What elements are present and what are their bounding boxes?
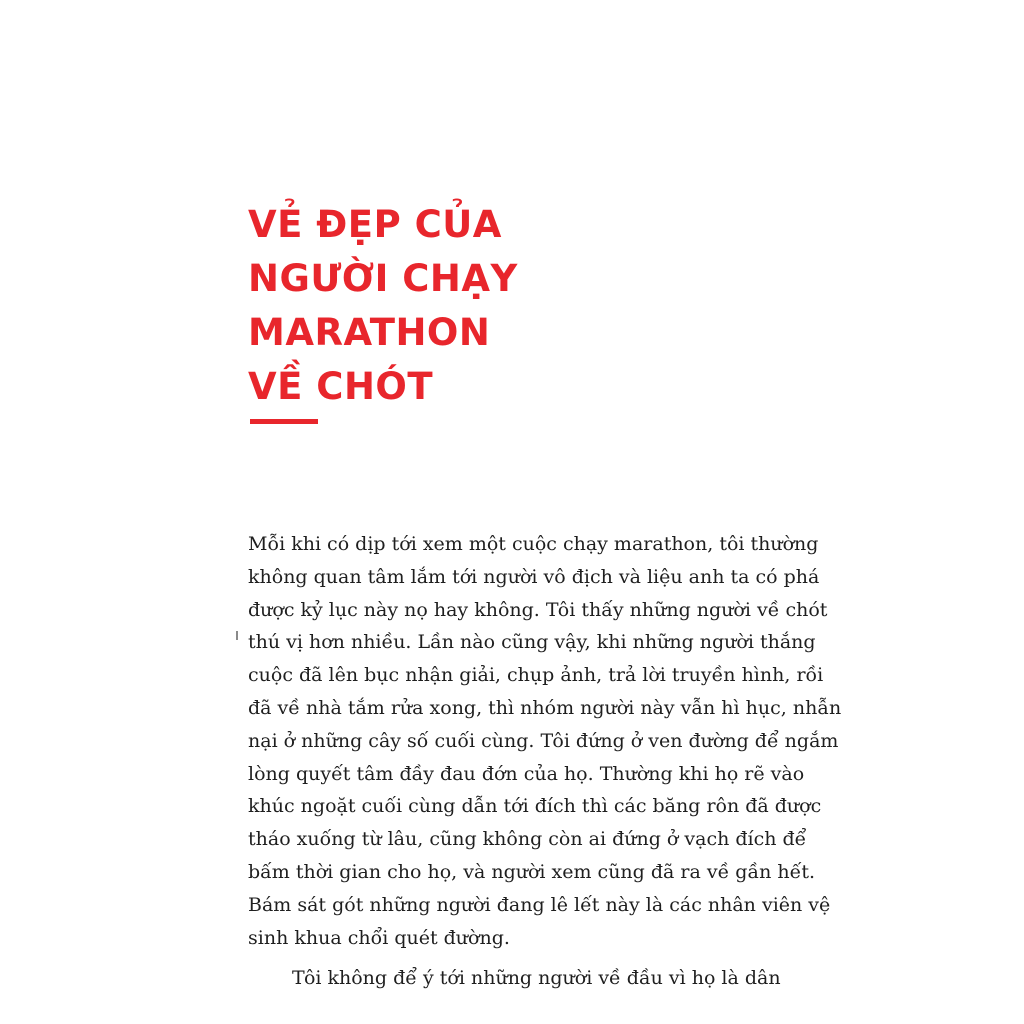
paragraph-2-first-line: Tôi không để ý tới những người về đầu vì họ là dân [292,967,781,990]
text-line: cuộc đã lên bục nhận giải, chụp ảnh, trả lời truyền hình, rồi [248,664,824,687]
paragraph-1 [248,528,842,954]
text-line: nại ở những cây số cuối cùng. Tôi đứng ở ven đường để ngắm [248,729,839,752]
chapter-title-line: NGƯỜI CHẠY [248,257,518,300]
text-line: tháo xuống từ lâu, cũng không còn ai đứng ở vạch đích để [248,828,807,851]
text-line: khúc ngoặt cuối cùng dẫn tới đích thì các băng rôn đã được [248,795,822,818]
text-line: thú vị hơn nhiều. Lần nào cũng vậy, khi những người thắng [248,631,816,654]
text-line: lòng quyết tâm đầy đau đớn của họ. Thường khi họ rẽ vào [248,762,805,785]
text-line: không quan tâm lắm tới người vô địch và liệu anh ta có phá [248,565,820,588]
print-speck [236,631,238,640]
text-line: Mỗi khi có dịp tới xem một cuộc chạy marathon, tôi thường [248,533,819,555]
body-text [248,528,842,995]
text-line: được kỷ lục này nọ hay không. Tôi thấy những người về chót [248,598,828,621]
chapter-title-line: VỀ CHÓT [248,365,434,408]
text-line: đã về nhà tắm rửa xong, thì nhóm người này vẫn hì hục, nhẫn [248,696,842,719]
chapter-title-line: MARATHON [248,311,491,354]
text-line: bấm thời gian cho họ, và người xem cũng đã ra về gần hết. [248,860,815,883]
text-line: Bám sát gót những người đang lê lết này là các nhân viên vệ [248,893,831,916]
title-underline-rule [250,419,318,424]
text-line: sinh khua chổi quét đường. [248,926,510,949]
chapter-title-line: VẺ ĐẸP CỦA [248,203,502,246]
chapter-title [248,198,518,414]
